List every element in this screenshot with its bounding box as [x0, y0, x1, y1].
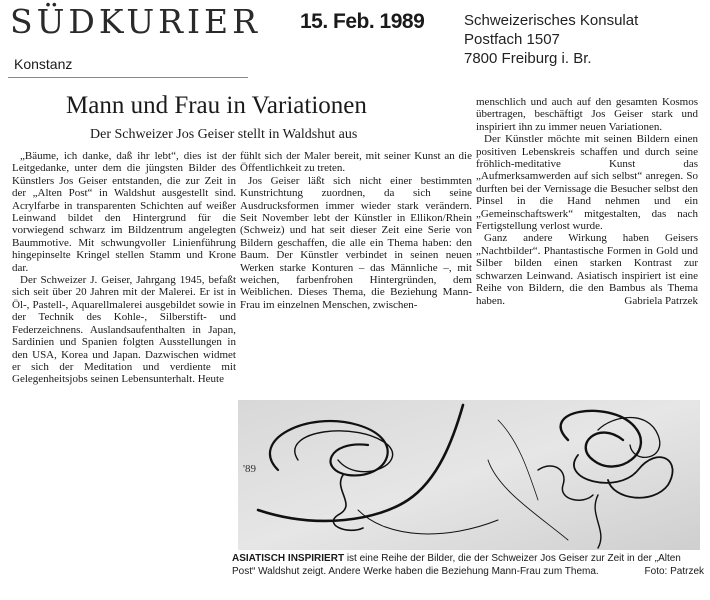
stamp-line: Postfach 1507 [464, 31, 560, 48]
paragraph: Der Künstler möchte mit seinen Bildern einen positiven Lebenskreis schaffen und durch seine fröhlich-meditative Kunst das „Aufmerksamwerden auf sich selbst“ anregen. So durften bei der Vernissage die Besucher selbst den Pinsel in die Hand nehmen und ein „Gemeinschaftswerk“ mitgestalten, das nach Fertigstellung verlost wurde. [476, 133, 698, 233]
paragraph: „Bäume, ich danke, daß ihr lebt“, dies ist der Leitgedanke, unter dem die jüngsten Bilder des Künstlers Jos Geiser entstanden, die zur Zeit in der „Alten Post“ in Waldshut ausgestellt sind. Acrylfarbe in transparenten Schichten auf weißer Leinwand bildet den Hintergrund für die vorwiegend schwarz im Bildzentrum angelegten Baummotive. Mit schwungvoller Linienführung hingepinselte Kringel stellen Stamm und Krone dar. [12, 150, 236, 274]
paragraph-text: Ganz andere Wirkung haben Geisers „Nachtbilder“. Phantastische Formen in Gold und Silber bilden einen starken Kontrast zur schwarzen Leinwand. Asiatisch inspiriert ist eine Reihe von Bildern, die den Bambus als Thema haben. [476, 232, 698, 307]
masthead-logo: SÜDKURIER [10, 2, 261, 41]
article-column-3 [476, 96, 698, 307]
header-rule [8, 77, 248, 78]
subheadline: Der Schweizer Jos Geiser stellt in Waldshut aus [90, 127, 358, 142]
stamp-line: 7800 Freiburg i. Br. [464, 50, 592, 67]
painting-signature: '89 [243, 463, 256, 475]
caption-text: ist eine Reihe der Bilder, die der Schweizer Jos Geiser zur Zeit in der „Alten Post“ Waldshut zeigt. Andere Werke haben die Beziehung Mann-Frau zum Thema. [232, 553, 681, 577]
headline: Mann und Frau in Variationen [66, 92, 367, 119]
article-column-2 [240, 150, 472, 311]
painting-image [238, 400, 700, 550]
painting-photo [238, 400, 700, 550]
article-column-1 [12, 150, 236, 386]
paragraph: Jos Geiser läßt sich nicht einer bestimmten Kunstrichtung zuordnen, da sich seine Ausdrucksformen immer wieder stark verändern. Seit November lebt der Künstler in Ellikon/Rhein (Schweiz) und hat seit dieser Zeit eine Serie von Bildern geschaffen, die alle ein Thema haben: den Baum. Der Künstler verbindet in seinen neuen Werken starke Konturen – das Männliche –, mit weichen, farbenfrohen Hintergründen, dem Weiblichen. Dieses Thema, die Beziehung Mann-Frau im einzelnen Menschen, zwischen- [240, 174, 472, 311]
paragraph: menschlich und auch auf den gesamten Kosmos übertragen, beschäftigt Jos Geiser stark und inspiriert ihn zu immer neuen Variationen. [476, 96, 698, 133]
paragraph [476, 232, 698, 306]
stamp-line: Schweizerisches Konsulat [464, 12, 639, 29]
author-byline: Gabriela Patrzek [624, 294, 698, 307]
photo-credit: Foto: Patrzek [644, 565, 704, 577]
photo-caption [232, 553, 704, 578]
masthead-city: Konstanz [14, 56, 73, 72]
paragraph: Der Schweizer J. Geiser, Jahrgang 1945, befaßt sich seit über 20 Jahren mit der Malerei. Er ist in Öl-, Pastell-, Aquarellmalerei ausgebildet sowie in der Technik des Kohle-, Silberstift- und Federzeichnens. Auslandsaufenthalten in Japan, Sardinien und Spanien folgten Ausstellungen in den USA, Korea und Japan. Dazwischen widmet er sich der Meditation und verdiente mit Gelegenheitsjobs seinen Lebensunterhalt. Heute [12, 274, 236, 386]
paragraph: fühlt sich der Maler bereit, mit seiner Kunst an die Öffentlichkeit zu treten. [240, 150, 472, 175]
caption-lead: ASIATISCH INSPIRIERT [232, 553, 345, 564]
consulate-stamp [464, 11, 638, 68]
date-stamp: 15. Feb. 1989 [300, 10, 425, 33]
